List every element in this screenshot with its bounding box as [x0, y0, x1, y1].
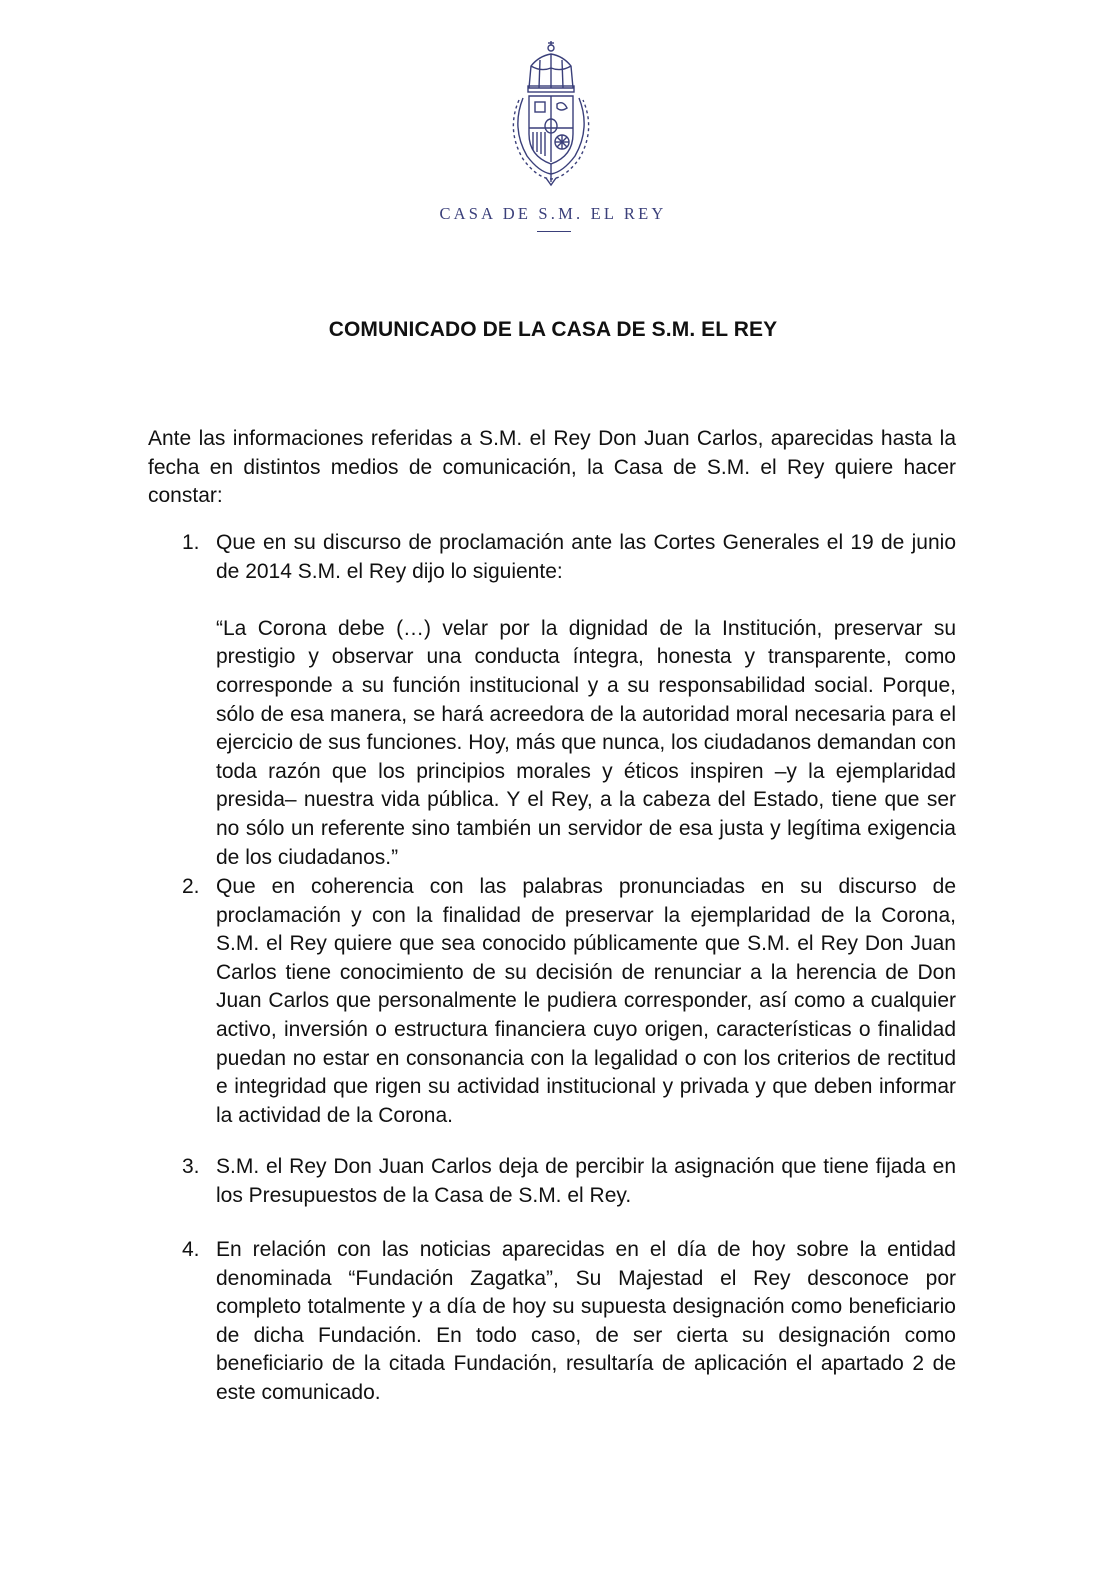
- speech-quote: “La Corona debe (…) velar por la dignidad de la Institución, preservar su prestigio y observar una conducta íntegra, honesta y transparente, como corresponde a su función institucional y a su responsabilidad social. Porque, sólo de esa manera, se hará acreedora de la autoridad moral necesaria para el ejercicio de sus funciones. Hoy, más que nunca, los ciudadanos demandan con toda razón que los principios morales y éticos inspiren –y la ejemplaridad presida– nuestra vida pública. Y el Rey, a la cabeza del Estado, tiene que ser no sólo un referente sino también un servidor de esa justa y legítima exigencia de los ciudadanos.”: [216, 616, 956, 869]
- list-item-number: 1.: [182, 531, 200, 554]
- intro-paragraph: Ante las informaciones referidas a S.M. el Rey Don Juan Carlos, aparecidas hasta la fecha en distintos medios de comunicación, la Casa de S.M. el Rey quiere hacer constar:: [148, 427, 956, 508]
- list-item-text: S.M. el Rey Don Juan Carlos deja de percibir la asignación que tiene fijada en los Presupuestos de la Casa de S.M. el Rey.: [216, 1155, 956, 1207]
- list-item-text: Que en coherencia con las palabras pronunciadas en su discurso de proclamación y con la finalidad de preservar la ejemplaridad de la Corona, S.M. el Rey quiere que sea conocido públicamente que S.M. el Rey Don Juan Carlos tiene conocimiento de su decisión de renunciar a la herencia de Don Juan Carlos que personalmente le pudiera corresponder, así como a cualquier activo, inversión o estructura financiera cuyo origen, características o finalidad puedan no estar en consonancia con la legalidad o con los criterios de rectitud e integridad que rigen su actividad institucional y privada y que deben informar la actividad de la Corona.: [216, 875, 956, 1127]
- house-name-underline: [537, 231, 571, 232]
- house-name: CASA DE S.M. EL REY: [439, 204, 667, 223]
- list-item-text: En relación con las noticias aparecidas en el día de hoy sobre la entidad denominada “Fundación Zagatka”, Su Majestad el Rey desconoce por completo totalmente y a día de hoy su supuesta designación como beneficiario de dicha Fundación. En todo caso, de ser cierta su designación como beneficiario de la citada Fundación, resultaría de aplicación el apartado 2 de este comunicado.: [216, 1238, 956, 1404]
- list-item: [148, 1236, 956, 1408]
- list-item-number: 3.: [182, 1155, 200, 1178]
- document-title: COMUNICADO DE LA CASA DE S.M. EL REY: [328, 318, 778, 341]
- list-item: [148, 1153, 956, 1210]
- list-item: [148, 873, 956, 1130]
- list-item: [148, 529, 956, 872]
- list-item-number: 2.: [182, 875, 200, 898]
- list-item-text: Que en su discurso de proclamación ante las Cortes Generales el 19 de junio de 2014 S.M. el Rey dijo lo siguiente:: [216, 531, 956, 583]
- royal-coat-of-arms-icon: [501, 38, 601, 188]
- list-item-number: 4.: [182, 1238, 200, 1261]
